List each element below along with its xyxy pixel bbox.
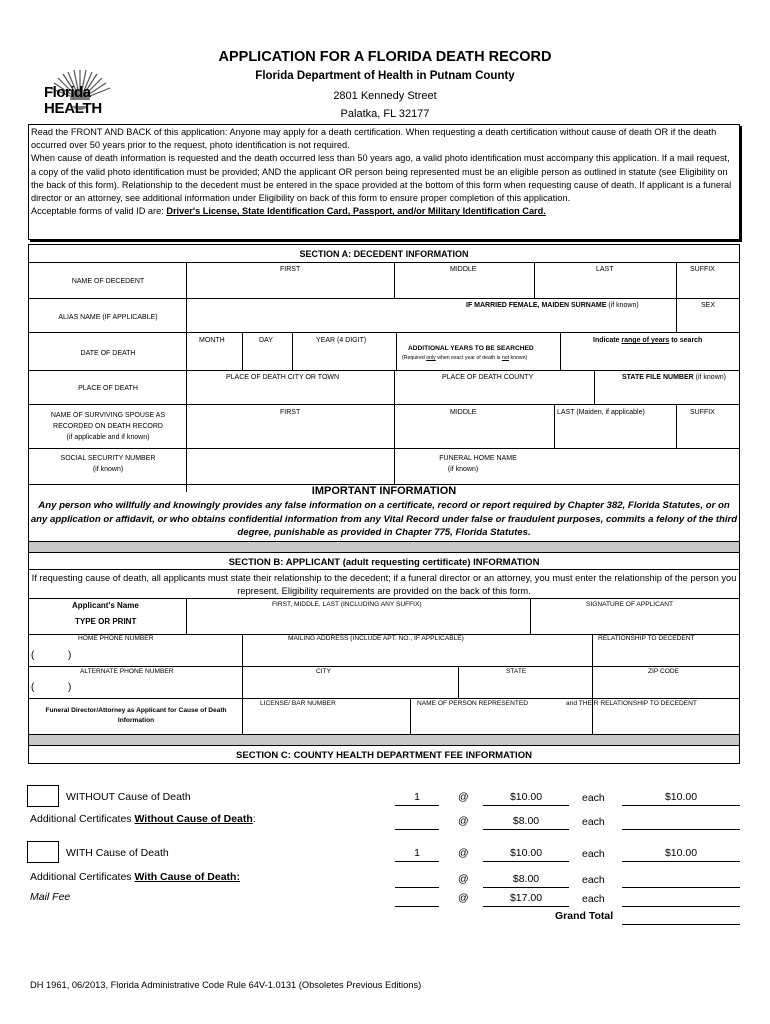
pod-county-header: PLACE OF DEATH COUNTY: [442, 374, 534, 381]
pod-city-input[interactable]: [187, 386, 393, 403]
maiden-note: (if known): [606, 302, 639, 309]
first-header: FIRST: [280, 266, 301, 273]
zip-header: ZIP CODE: [648, 668, 680, 675]
each-label: each: [582, 816, 605, 828]
additional-years-header: ADDITIONAL YEARS TO BE SEARCHED: [408, 345, 534, 352]
spouse-label-3: (if applicable and if known): [66, 434, 150, 441]
with-cause-checkbox[interactable]: [27, 841, 59, 863]
death-day-input[interactable]: [243, 348, 291, 369]
applicant-name-input[interactable]: [187, 612, 529, 633]
alt-phone-input[interactable]: [76, 680, 240, 697]
alt-phone-header: ALTERNATE PHONE NUMBER: [80, 668, 174, 675]
alt-phone-paren-open: (: [31, 682, 35, 693]
year-header: YEAR (4 DIGIT): [316, 337, 367, 344]
last-header: LAST: [596, 266, 614, 273]
applicant-name-label: Applicant's Name: [72, 601, 139, 610]
spouse-middle-input[interactable]: [395, 420, 553, 447]
add-without-c: :: [252, 813, 256, 825]
death-year-input[interactable]: [293, 348, 395, 369]
state-file-input[interactable]: [595, 386, 739, 403]
alias-input[interactable]: [187, 300, 675, 331]
represented-header: NAME OF PERSON REPRESENTED: [417, 700, 529, 707]
decedent-middle-input[interactable]: [395, 276, 533, 297]
each-label: each: [582, 893, 605, 905]
ssn-label-1: SOCIAL SECURITY NUMBER: [60, 455, 156, 462]
section-a-title: SECTION A: DECEDENT INFORMATION: [299, 249, 469, 259]
each-label: each: [582, 848, 605, 860]
each-label: each: [582, 792, 605, 804]
range-c: to search: [669, 337, 703, 344]
grand-total-input[interactable]: [622, 910, 740, 925]
mail-fee-price: $17.00: [483, 892, 569, 907]
instructions-p1: Read the FRONT AND BACK of this application: Anyone may apply for a death certification. When requesting a death certification without cause of death OR if the death occurred over 50 years prior to the request, photo identification is not required.: [31, 127, 717, 151]
grand-total-label: Grand Total: [555, 910, 614, 922]
additional-without-label: [30, 813, 256, 825]
home-phone-paren-close: ): [68, 650, 72, 661]
mail-fee-total[interactable]: [622, 892, 740, 907]
spouse-first-header: FIRST: [280, 409, 301, 416]
range-of-years-input[interactable]: [561, 348, 739, 369]
license-input[interactable]: [243, 712, 409, 733]
at-sign: @: [458, 791, 469, 803]
month-header: MONTH: [199, 337, 225, 344]
at-sign: @: [458, 815, 469, 827]
spouse-label-2: RECORDED ON DEATH RECORD: [53, 423, 163, 430]
state-file-note: (if known): [693, 374, 726, 381]
home-phone-input[interactable]: [76, 648, 240, 665]
add-without-a: Additional Certificates: [30, 813, 135, 825]
name-of-decedent-label: NAME OF DECEDENT: [71, 278, 145, 285]
without-cause-checkbox[interactable]: [27, 785, 59, 807]
represented-input[interactable]: [411, 712, 591, 733]
ids-prefix: Acceptable forms of valid ID are:: [31, 206, 167, 217]
spouse-last-header: LAST (Maiden, if applicable): [557, 409, 645, 416]
section-b-note: If requesting cause of death, all applicants must state their relationship to the decedent; if a funeral director or an attorney, you must enter the relationship of the person you represent. Eligibility requirements are provided on the back of this form.: [31, 573, 737, 596]
instructions-ids: [31, 205, 737, 218]
section-b-title: SECTION B: APPLICANT (adult requesting certificate) INFORMATION: [228, 557, 540, 568]
ssn-input[interactable]: [187, 450, 393, 483]
mailing-header: MAILING ADDRESS (INCLUDE APT. NO., IF APPLICABLE): [288, 635, 464, 642]
relationship-input[interactable]: [593, 648, 739, 665]
pod-county-input[interactable]: [395, 386, 593, 403]
funeral-director-label: Funeral Director/Attorney as Applicant for Cause of Death Information: [45, 707, 227, 724]
page-title: APPLICATION FOR A FLORIDA DEATH RECORD: [218, 49, 552, 65]
zip-input[interactable]: [593, 680, 739, 697]
city-address: Palatka, FL 32177: [340, 108, 430, 120]
spouse-suffix-input[interactable]: [677, 420, 739, 447]
range-header: [593, 337, 702, 344]
state-input[interactable]: [459, 680, 591, 697]
signature-input[interactable]: [531, 612, 739, 633]
with-cause-price: $10.00: [483, 847, 569, 862]
alt-phone-paren-close: ): [68, 682, 72, 693]
spouse-suffix-header: SUFFIX: [690, 409, 715, 416]
range-b: range of years: [621, 337, 670, 344]
decedent-suffix-input[interactable]: [677, 276, 739, 297]
maiden-text: IF MARRIED FEMALE, MAIDEN SURNAME: [466, 302, 607, 309]
full-name-header: FIRST, MIDDLE, LAST (INCLUDING ANY SUFFIX): [272, 601, 422, 608]
decedent-first-input[interactable]: [187, 276, 393, 297]
add-with-b: With Cause of Death:: [134, 871, 240, 883]
without-cause-total[interactable]: $10.00: [622, 791, 740, 806]
additional-with-label: [30, 871, 240, 883]
note-not: not: [501, 355, 510, 361]
range-a: Indicate: [593, 337, 622, 344]
pod-city-header: PLACE OF DEATH CITY OR TOWN: [226, 374, 340, 381]
city-header: CITY: [316, 668, 332, 675]
department-name: Florida Department of Health in Putnam County: [255, 70, 515, 82]
day-header: DAY: [259, 337, 273, 344]
signature-header: SIGNATURE OF APPLICANT: [586, 601, 674, 608]
without-cause-label: WITHOUT Cause of Death: [66, 791, 191, 803]
mailing-input[interactable]: [243, 648, 591, 665]
logo-text-florida: Florida: [44, 84, 91, 101]
ssn-label-2: (if known): [92, 466, 124, 473]
at-sign: @: [458, 892, 469, 904]
important-text: Any person who willfully and knowingly provides any false information on a certificate, record or report required by Chapter 382, Florida Statutes, or on any application or affidavit, or who obtains confidential information from any Vital Record under false or fraudulent purposes, commits a felony of the third degree, punishable as provided in Chapter 775, Florida Statutes.: [30, 500, 738, 538]
additional-years-note: [402, 355, 527, 361]
death-month-input[interactable]: [187, 348, 241, 369]
additional-with-total[interactable]: [622, 873, 740, 888]
with-cause-label: WITH Cause of Death: [66, 847, 169, 859]
city-input[interactable]: [243, 680, 457, 697]
with-cause-qty[interactable]: 1: [395, 847, 439, 862]
important-title: IMPORTANT INFORMATION: [311, 485, 457, 497]
mail-fee-qty[interactable]: [395, 892, 439, 907]
note-a: (Required: [402, 355, 427, 361]
additional-with-price: $8.00: [483, 873, 569, 888]
funeral-home-label-2: (if known): [447, 466, 479, 473]
spouse-label-1: NAME OF SURVIVING SPOUSE AS: [50, 412, 166, 419]
suffix-header: SUFFIX: [690, 266, 715, 273]
home-phone-header: HOME PHONE NUMBER: [78, 635, 154, 642]
type-or-print-label: TYPE OR PRINT: [75, 617, 137, 626]
each-label: each: [582, 874, 605, 886]
state-file-header: [622, 374, 726, 381]
section-c-title: SECTION C: COUNTY HEALTH DEPARTMENT FEE INFORMATION: [236, 750, 532, 761]
home-phone-paren-open: (: [31, 650, 35, 661]
additional-with-qty[interactable]: [395, 873, 439, 888]
at-sign: @: [458, 873, 469, 885]
grey-separator-b: [29, 735, 739, 745]
license-header: LICENSE/ BAR NUMBER: [260, 700, 336, 707]
note-c: known): [509, 355, 528, 361]
ids-list: Driver's License, State Identification Card, Passport, and/or Military Identification Card.: [166, 206, 546, 217]
grey-separator-a: [29, 542, 739, 552]
street-address: 2801 Kennedy Street: [333, 90, 437, 102]
with-cause-total[interactable]: $10.00: [622, 847, 740, 862]
funeral-home-label-1: FUNERAL HOME NAME: [439, 455, 517, 462]
without-cause-price: $10.00: [483, 791, 569, 806]
additional-without-qty[interactable]: [395, 815, 439, 830]
instructions-box: [28, 124, 740, 240]
their-relationship-input[interactable]: [593, 712, 739, 733]
decedent-last-input[interactable]: [535, 276, 675, 297]
mail-fee-label: Mail Fee: [30, 891, 71, 903]
alias-label: ALIAS NAME (IF APPLICABLE): [58, 314, 158, 321]
additional-without-total[interactable]: [622, 815, 740, 830]
their-relationship-header: and THEIR RELATIONSHIP TO DECEDENT: [566, 700, 697, 707]
middle-header: MIDDLE: [450, 266, 477, 273]
at-sign: @: [458, 847, 469, 859]
date-of-death-label: DATE OF DEATH: [80, 350, 136, 357]
sex-header: SEX: [701, 302, 716, 309]
spouse-last-input[interactable]: [555, 420, 675, 447]
spouse-middle-header: MIDDLE: [450, 409, 477, 416]
relationship-header: RELATIONSHIP TO DECEDENT: [598, 635, 695, 642]
logo-text-health: HEALTH: [44, 100, 102, 117]
footer-text: DH 1961, 06/2013, Florida Administrative Code Rule 64V-1.0131 (Obsoletes Previous Editions): [30, 980, 422, 990]
place-of-death-label: PLACE OF DEATH: [78, 385, 138, 392]
instructions-p2: When cause of death information is requested and the death occurred less than 50 years ago, a valid photo identification must accompany this application. If a mail request, a copy of the valid photo identification must be provided; AND the applicant OR person being represented must be an eligible person as outlined in statute (see Eligibility on the back of this form). Relationship to the decedent must be entered in the space provided at the bottom of this form when requesting cause of death. If applicant is a funeral director or an attorney, see additional information under Eligibility on back of this form to ensure proper completion of this application.: [31, 153, 732, 204]
add-without-b: Without Cause of Death: [134, 813, 253, 825]
state-header: STATE: [506, 668, 527, 675]
spouse-first-input[interactable]: [187, 420, 393, 447]
additional-without-price: $8.00: [483, 815, 569, 830]
note-b: when exact year of death is: [435, 355, 502, 361]
add-with-a: Additional Certificates: [30, 871, 135, 883]
note-only: only: [426, 355, 436, 361]
without-cause-qty[interactable]: 1: [395, 791, 439, 806]
funeral-home-input[interactable]: [550, 450, 739, 483]
state-file-text: STATE FILE NUMBER: [622, 374, 694, 381]
sex-input[interactable]: [677, 312, 739, 331]
